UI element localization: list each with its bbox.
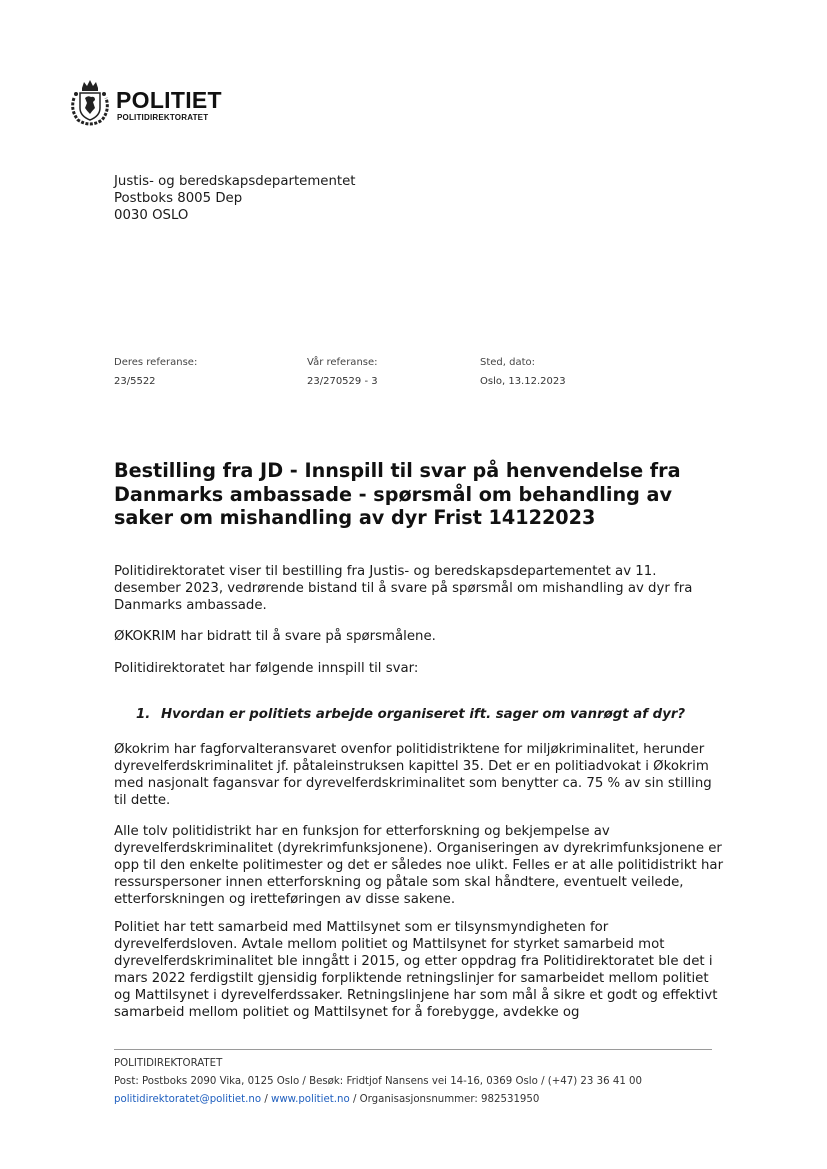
reference-value: 23/270529 - 3 bbox=[307, 376, 378, 387]
politiet-logo bbox=[68, 78, 248, 128]
reference-label: Sted, dato: bbox=[480, 357, 536, 368]
answer-paragraph bbox=[114, 823, 724, 908]
police-crest-icon bbox=[68, 78, 112, 126]
reference-label: Vår referanse: bbox=[307, 357, 378, 368]
paragraph: Politidirektoratet viser til bestilling fra Justis- og beredskapsdepartementet av 11. desember 2023, vedrørende bistand til å svare på spørsmål om mishandling av dyr fra Danmarks ambassade. bbox=[114, 564, 693, 613]
footer bbox=[114, 1055, 642, 1109]
footer-org: POLITIDIREKTORATET bbox=[114, 1058, 223, 1069]
answer-paragraph bbox=[114, 919, 724, 1021]
recipient-address bbox=[114, 173, 356, 224]
intro-paragraph bbox=[114, 563, 724, 614]
paragraph: Politidirektoratet har følgende innspill til svar: bbox=[114, 661, 419, 676]
reference-label: Deres referanse: bbox=[114, 357, 198, 368]
reference-value: Oslo, 13.12.2023 bbox=[480, 376, 566, 387]
email-link[interactable]: politidirektoratet@politiet.no bbox=[114, 1094, 262, 1105]
logo-title: POLITIET bbox=[116, 87, 222, 113]
question-text: Hvordan er politiets arbejde organiseret ift. sager om vanrøgt af dyr? bbox=[161, 707, 686, 722]
address-line: Justis- og beredskapsdepartementet bbox=[114, 174, 356, 189]
paragraph: Økokrim har fagforvalteransvaret ovenfor politidistriktene for miljøkriminalitet, herunder dyrevelferdskriminalitet jf. påtaleinstruksen kapittel 35. Det er en politiadvokat i Økokrim med nasjonalt fagansvar for dyrevelferdskriminalitet som benytter ca. 75 % av sin stilling til dette. bbox=[114, 742, 712, 808]
paragraph: ØKOKRIM har bidratt til å svare på spørsmålene. bbox=[114, 629, 436, 644]
address-line: 0030 OSLO bbox=[114, 208, 189, 223]
footer-orgnr: / Organisasjonsnummer: 982531950 bbox=[349, 1094, 540, 1105]
reference-value: 23/5522 bbox=[114, 376, 156, 387]
footer-separator: / bbox=[261, 1094, 272, 1105]
document-heading: Bestilling fra JD - Innspill til svar på henvendelse fra Danmarks ambassade - spørsmål om behandling av saker om mishandling av dyr Frist 14122023 bbox=[114, 459, 681, 529]
reference-var bbox=[307, 353, 378, 391]
website-link[interactable]: www.politiet.no bbox=[271, 1094, 350, 1105]
reference-sted-dato bbox=[480, 353, 566, 391]
intro-paragraph bbox=[114, 660, 724, 677]
footer-contact bbox=[114, 1091, 642, 1109]
logo-subtitle: POLITIDIREKTORATET bbox=[117, 113, 209, 122]
paragraph: Alle tolv politidistrikt har en funksjon for etterforskning og bekjempelse av dyrevelferdskriminalitet (dyrekrimfunksjonene). Organiseringen av dyrekrimfunksjonene er opp til den enkelte politimester og det er således noe ulikt. Felles er at alle politidistrikt har ressurspersoner innen etterforskning og påtale som skal håndtere, eventuelt veilede, etterforskningen og iretteføringen av disse sakene. bbox=[114, 824, 724, 907]
question-heading bbox=[136, 707, 685, 722]
intro-paragraph bbox=[114, 628, 724, 645]
paragraph: Politiet har tett samarbeid med Mattilsynet som er tilsynsmyndigheten for dyrevelferdsloven. Avtale mellom politiet og Mattilsynet for styrket samarbeid mot dyrevelferdskriminalitet ble inngått i 2015, og etter oppdrag fra Politidirektoratet ble det i mars 2022 ferdigstilt gjensidig forpliktende retningslinjer for samarbeidet mellom politiet og Mattilsynet i dyrevelferdssaker. Retningslinjene har som mål å sikre et godt og effektivt samarbeid mellom politiet og Mattilsynet for å forebygge, avdekke og bbox=[114, 920, 718, 1020]
address-line: Postboks 8005 Dep bbox=[114, 191, 243, 206]
reference-deres bbox=[114, 353, 197, 391]
footer-divider bbox=[114, 1049, 712, 1050]
question-number: 1. bbox=[136, 707, 151, 722]
answer-paragraph bbox=[114, 741, 724, 809]
footer-address: Post: Postboks 2090 Vika, 0125 Oslo / Besøk: Fridtjof Nansens vei 14-16, 0369 Oslo / (+47) 23 36 41 00 bbox=[114, 1076, 643, 1087]
